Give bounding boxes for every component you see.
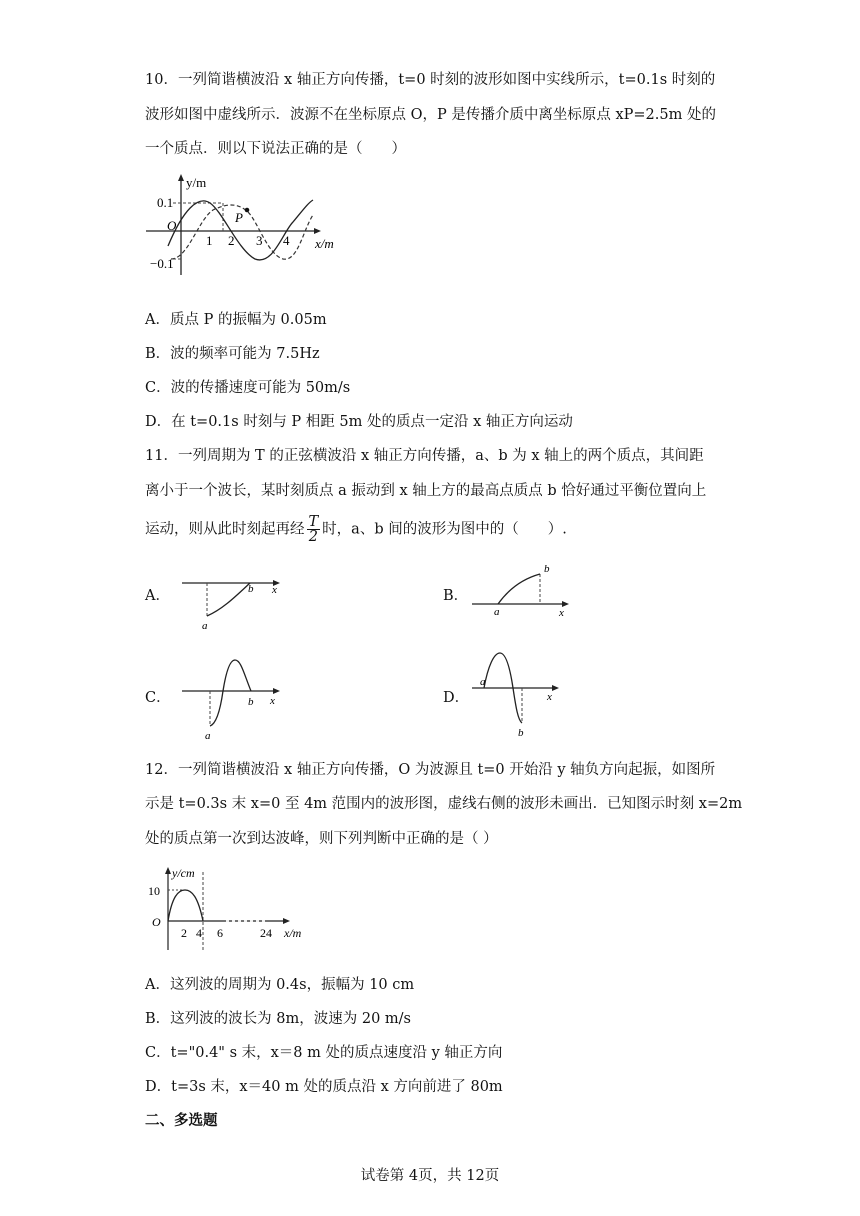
q11-option-a-label[interactable]: A． [145,588,170,604]
q11-option-c-label[interactable]: C． [145,690,171,706]
q10-y-bottom: −0.1 [150,256,174,271]
q10-wave-figure [143,170,343,280]
q10-solid-wave [168,200,313,260]
q12-x-tick-4: 4 [196,926,202,940]
q11-a-label-a: a [202,620,208,632]
q12-wave-figure [148,862,318,952]
q10-stem-line1: 10．一列简谐横波沿 x 轴正方向传播，t=0 时刻的波形如图中实线所示，t=0.1s 时刻的 [145,72,716,88]
q10-option-b[interactable]: B．波的频率可能为 7.5Hz [145,346,320,362]
q10-option-d[interactable]: D．在 t=0.1s 时刻与 P 相距 5m 处的质点一定沿 x 轴正方向运动 [145,414,573,430]
q11-fraction [307,515,321,544]
q11-stem-line1: 11．一列周期为 T 的正弦横波沿 x 轴正方向传播，a、b 为 x 轴上的两个质点，其间距 [145,448,704,464]
q12-y-arrow [165,867,171,874]
q12-origin: O [152,915,161,929]
q11-a-label-b: b [248,583,254,595]
q11-option-d-figure[interactable] [470,648,575,743]
q11-d-label-b: b [518,727,524,739]
q10-origin: O [167,218,177,233]
q12-x-arrow [283,918,290,924]
q12-stem-line1: 12．一列简谐横波沿 x 轴正方向传播，O 为波源且 t=0 开始沿 y 轴负方向起振，如图所 [145,762,716,778]
q11-b-label-b: b [544,563,550,575]
q10-point-p [245,208,250,213]
q11-option-a-figure[interactable] [178,574,293,634]
q11-option-d-label[interactable]: D． [443,690,470,706]
q10-y-label: y/m [186,175,207,190]
q11-frac-num: T [308,514,319,530]
q10-x-arrow [314,228,321,234]
q11-stem-line2: 离小于一个波长，某时刻质点 a 振动到 x 轴上方的最高点质点 b 恰好通过平衡位置向上 [145,483,707,499]
q11-option-b-label[interactable]: B． [443,588,469,604]
page-footer: 试卷第 4页，共 12页 [360,1168,500,1184]
q10-y-top: 0.1 [157,195,174,210]
q12-wave [168,890,203,921]
q12-option-d[interactable]: D．t=3s 末，x＝40 m 处的质点沿 x 方向前进了 80m [145,1079,503,1095]
q10-stem-line2: 波形如图中虚线所示．波源不在坐标原点 O，P 是传播介质中离坐标原点 xP=2.5m 处的 [145,107,716,123]
q11-stem-line3-post: 时，a、b 间的波形为图中的（ ）. [322,521,567,538]
q11-stem-line3-pre: 运动，则从此时刻起再经 [145,521,305,538]
q10-x-tick-4: 4 [283,233,290,248]
q10-stem-line3: 一个质点．则以下说法正确的是（ ） [145,141,406,157]
q11-c-label-b: b [248,696,254,708]
q10-x-tick-1: 1 [206,233,213,248]
q10-point-label: P [235,210,243,225]
q11-d-label-a: a [480,676,486,688]
section-title-multi-choice: 二、多选题 [145,1112,218,1129]
q12-stem-line3: 处的质点第一次到达波峰，则下列判断中正确的是（ ） [145,831,498,847]
q12-x-tick-24: 24 [260,926,272,940]
q11-frac-den: 2 [308,529,318,545]
q11-stem-line3 [145,515,567,544]
q12-y-tick: 10 [148,884,160,898]
q12-option-a[interactable]: A．这列波的周期为 0.4s，振幅为 10 cm [145,977,415,993]
q10-option-a[interactable]: A．质点 P 的振幅为 0.05m [145,312,327,328]
q11-d-label-x: x [547,691,552,703]
q12-y-label: y/cm [172,866,195,880]
q10-y-arrow [178,174,184,181]
q12-x-tick-6: 6 [217,926,223,940]
q12-x-tick-2: 2 [181,926,187,940]
q10-x-tick-2: 2 [228,233,235,248]
q11-b-label-x: x [559,607,564,619]
q11-c-label-x: x [270,695,275,707]
q11-option-c-figure[interactable] [178,654,293,744]
q12-option-b[interactable]: B．这列波的波长为 8m，波速为 20 m/s [145,1011,411,1027]
q11-a-label-x: x [272,584,277,596]
q12-stem-line2: 示是 t=0.3s 末 x=0 至 4m 范围内的波形图，虚线右侧的波形未画出．已知图示时刻 x=2m [145,796,743,812]
q12-option-c[interactable]: C．t="0.4" s 末，x＝8 m 处的质点速度沿 y 轴正方向 [145,1045,503,1061]
q12-x-label: x/m [284,926,302,940]
q10-x-label: x/m [315,236,334,251]
q10-option-c[interactable]: C．波的传播速度可能为 50m/s [145,380,351,396]
q11-b-label-a: a [494,606,500,618]
q11-option-b-figure[interactable] [470,562,575,622]
q11-c-label-a: a [205,730,211,742]
q10-x-tick-3: 3 [256,233,263,248]
